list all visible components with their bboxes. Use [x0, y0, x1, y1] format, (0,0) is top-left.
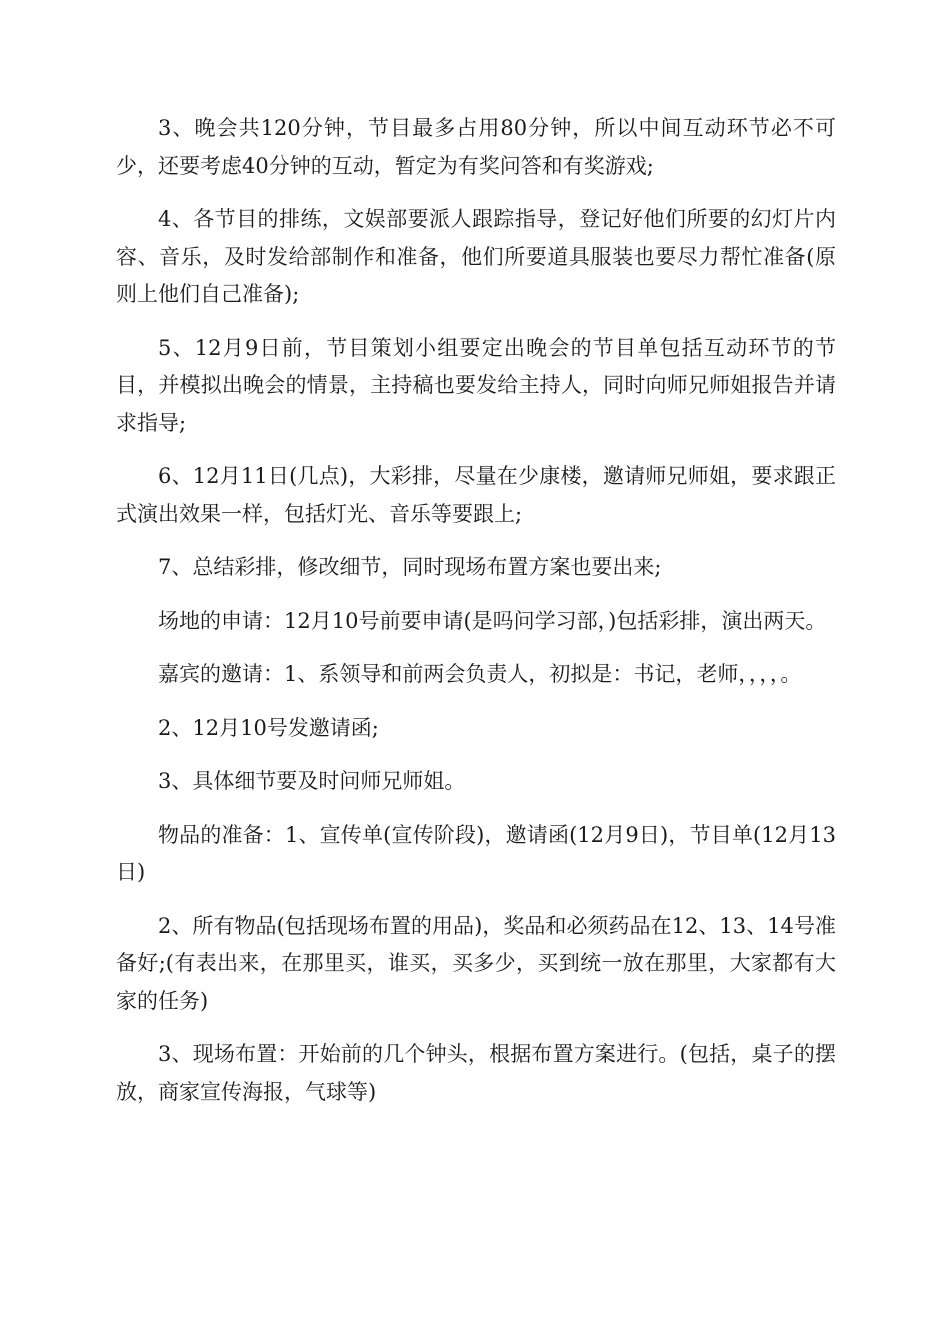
paragraph-details-contact: 3、具体细节要及时问师兄师姐。	[158, 769, 466, 793]
paragraph-rehearsal-guidance: 4、各节目的排练，文娱部要派人跟踪指导，登记好他们所要的幻灯片内容、音乐，及时发给部制作和准备，他们所要道具服装也要尽力帮忙准备(原则上他们自己准备);	[116, 207, 836, 306]
paragraph-summary: 7、总结彩排，修改细节，同时现场布置方案也要出来;	[158, 555, 662, 579]
document-body	[116, 110, 836, 1127]
paragraph-venue-application: 场地的申请：12月10号前要申请(是吗问学习部，)包括彩排，演出两天。	[158, 608, 827, 633]
paragraph-rehearsal-time: 3、晚会共120分钟，节目最多占用80分钟，所以中间互动环节必不可少，还要考虑40分钟的互动，暂定为有奖问答和有奖游戏;	[116, 116, 836, 178]
paragraph-items-ready: 2、所有物品(包括现场布置的用品)，奖品和必须药品在12、13、14号准备好;(有表出来，在那里买，谁买，买多少，买到统一放在那里，大家都有大家的任务)	[116, 913, 836, 1013]
paragraph-dress-rehearsal: 6、12月11日(几点)，大彩排，尽量在少康楼，邀请师兄师姐，要求跟正式演出效果一样，包括灯光、音乐等要跟上;	[116, 464, 836, 526]
paragraph-guest-invitation: 嘉宾的邀请：1、系领导和前两会负责人，初拟是：书记，老师，，，，。	[158, 662, 802, 686]
paragraph-venue-setup: 3、现场布置：开始前的几个钟头，根据布置方案进行。(包括，桌子的摆放，商家宣传海报，气球等)	[116, 1042, 836, 1104]
paragraph-invitation-date: 2、12月10号发邀请函;	[158, 715, 379, 740]
paragraph-materials: 物品的准备：1、宣传单(宣传阶段)，邀请函(12月9日)，节目单(12月13日)	[116, 822, 836, 884]
paragraph-program-list: 5、12月9日前，节目策划小组要定出晚会的节目单包括互动环节的节目，并模拟出晚会的情景，主持稿也要发给主持人，同时向师兄师姐报告并请求指导;	[116, 335, 836, 435]
